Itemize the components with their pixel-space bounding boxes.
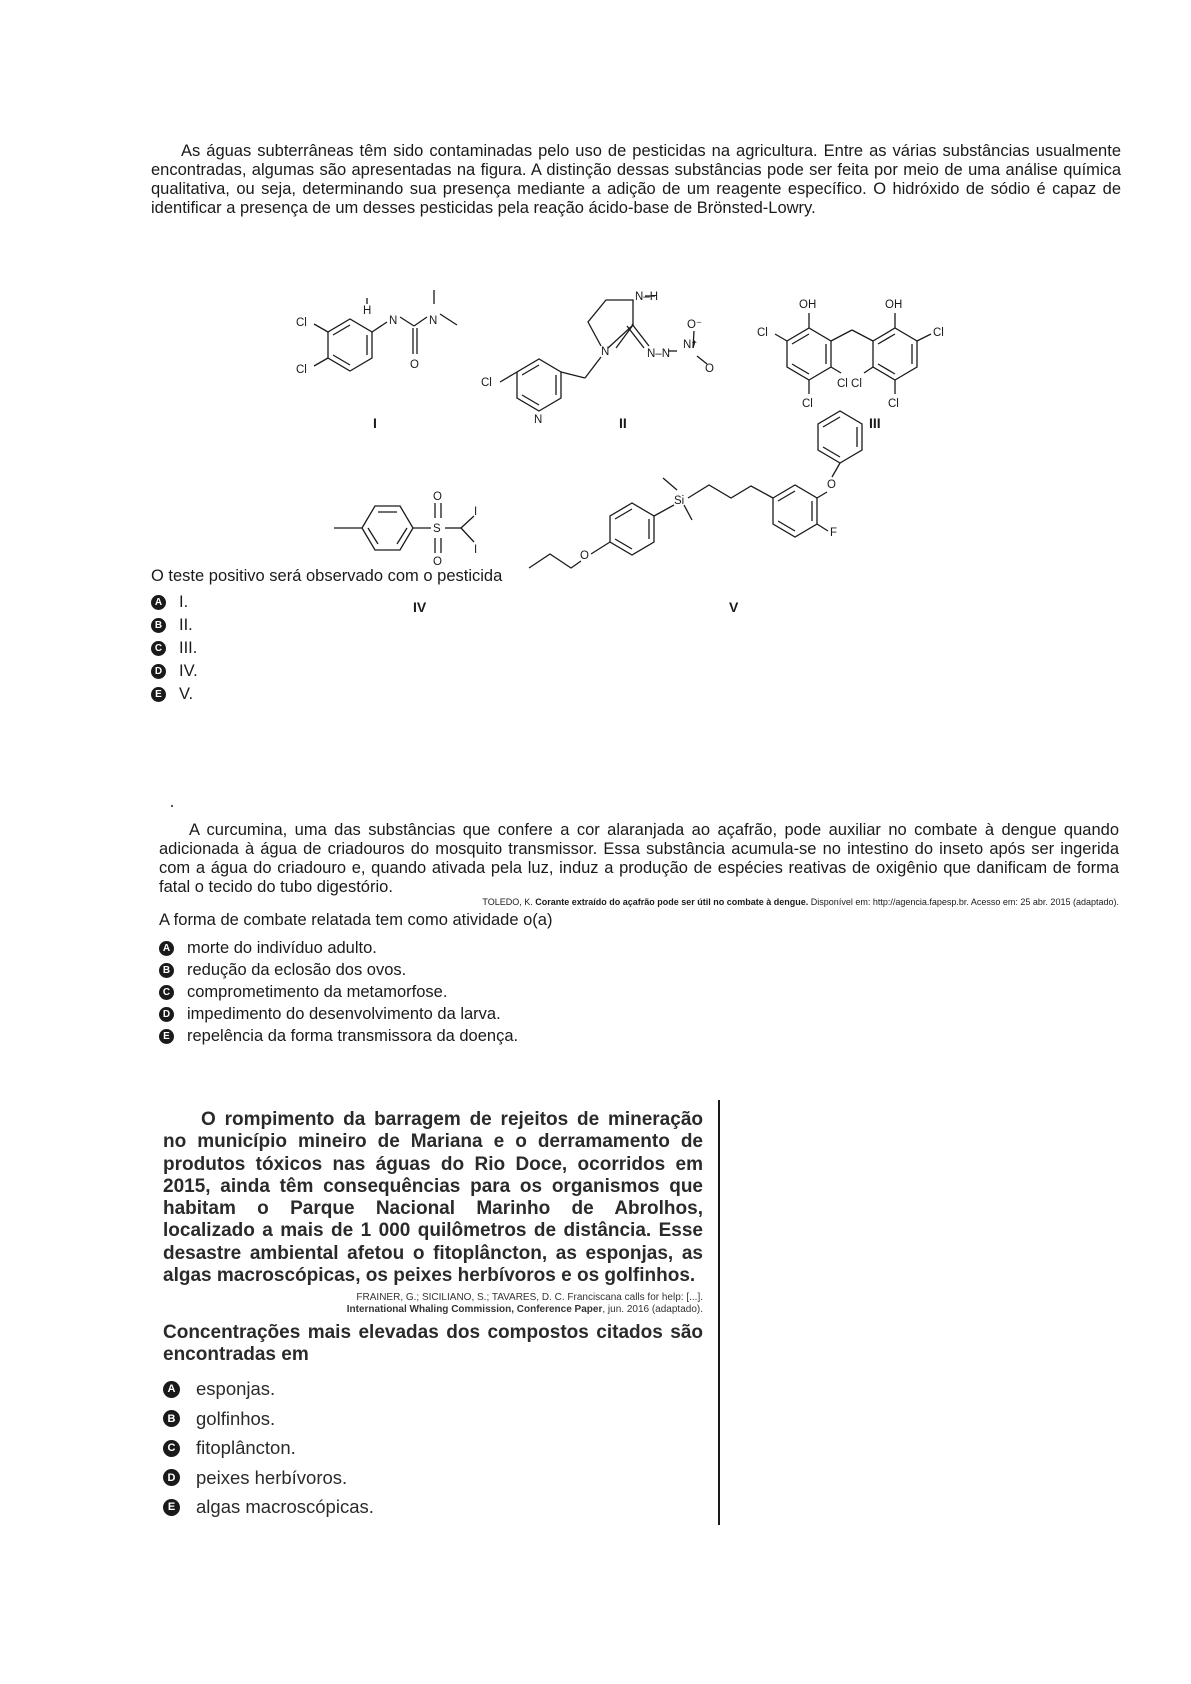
molecule-v-structure xyxy=(529,411,862,568)
atom-label-oh: OH xyxy=(885,299,903,311)
reference-title: Corante extraído do açafrão pode ser útil no combate à dengue. xyxy=(535,897,809,907)
option-text: fitoplâncton. xyxy=(196,1437,296,1459)
option-letter-badge: D xyxy=(163,1469,180,1486)
option-letter-badge: C xyxy=(159,985,174,1000)
option-d[interactable] xyxy=(163,1463,703,1493)
atom-label-o: O xyxy=(705,363,714,375)
atom-label-i: I xyxy=(474,544,478,556)
source-reference xyxy=(163,1292,703,1316)
option-letter-badge: C xyxy=(163,1440,180,1457)
option-letter-badge: B xyxy=(151,618,166,633)
structure-label-ii: II xyxy=(619,415,627,431)
option-e[interactable] xyxy=(151,683,1121,706)
atom-label-h: H xyxy=(363,305,372,317)
option-a[interactable] xyxy=(159,937,1119,959)
molecule-iv-structure xyxy=(334,503,474,553)
atom-label-n: N xyxy=(429,315,438,327)
atom-label-n: N xyxy=(389,315,398,327)
question-curcumin-dengue xyxy=(159,821,1119,1047)
atom-label-o: O xyxy=(410,359,419,371)
reference-details: Disponível em: http://agencia.fapesp.br. Acesso em: 25 abr. 2015 (adaptado). xyxy=(808,897,1119,907)
option-letter-badge: B xyxy=(163,1410,180,1427)
question-text: As águas subterrâneas têm sido contaminadas pelo uso de pesticidas na agricultura. Entre as várias substâncias usualmente encontradas, algumas são apresentadas na figura. A distinção dessas substâncias pode ser feita por meio de uma análise química qualitativa, ou seja, determinando sua presença mediante a adição de um reagente específico. O hidróxido de sódio é capaz de identificar a presença de um desses pesticidas pela reação ácido-base de Brönsted-Lowry. xyxy=(151,142,1121,217)
option-letter-badge: B xyxy=(159,963,174,978)
reference-publication: International Whaling Commission, Conference Paper xyxy=(346,1304,603,1316)
option-letter-badge: E xyxy=(159,1029,174,1044)
atom-label-cl-cl: Cl Cl xyxy=(837,378,862,390)
structure-label-i: I xyxy=(373,415,377,431)
atom-label-o: O xyxy=(433,491,442,503)
option-d[interactable] xyxy=(159,1003,1119,1025)
option-text: morte do indivíduo adulto. xyxy=(187,938,377,957)
atom-label-f: F xyxy=(830,527,838,539)
reference-author: TOLEDO, K. xyxy=(482,897,536,907)
option-b[interactable] xyxy=(151,614,1121,637)
structure-label-iii: III xyxy=(869,415,881,431)
option-c[interactable] xyxy=(159,981,1119,1003)
atom-label-n: N xyxy=(534,414,543,426)
option-letter-badge: D xyxy=(159,1007,174,1022)
option-e[interactable] xyxy=(159,1025,1119,1047)
question-pesticides xyxy=(151,142,1121,706)
option-letter-badge: D xyxy=(151,664,166,679)
option-c[interactable] xyxy=(151,637,1121,660)
atom-label-cl: Cl xyxy=(296,317,307,329)
question-text: A curcumina, uma das substâncias que confere a cor alaranjada ao açafrão, pode auxiliar no combate à dengue quando adicionada à água de criadouros do mosquito transmissor. Essa substância acumula-se no intestino do inseto após ser ingerida com a água do criadouro e, quando ativada pela luz, induz a produção de espécies reativas de oxigênio que danificam de forma fatal o tecido do tubo digestório. xyxy=(159,821,1119,896)
reference-details: , jun. 2016 (adaptado). xyxy=(602,1304,703,1316)
question-stem: Concentrações mais elevadas dos compostos citados são encontradas em xyxy=(163,1322,703,1366)
answer-options xyxy=(163,1374,703,1522)
option-text: esponjas. xyxy=(196,1378,276,1400)
option-text: peixes herbívoros. xyxy=(196,1466,348,1488)
question-text: O rompimento da barragem de rejeitos de mineração no município mineiro de Mariana e o derramamento de produtos tóxicos nas águas do Rio Doce, ocorridos em 2015, ainda têm consequências para os organismos que habitam o Parque Nacional Marinho de Abrolhos, localizado a mais de 1 000 quilômetros de distância. Esse desastre ambiental afetou o fitoplâncton, as esponjas, as algas macroscópicas, os peixes herbívoros e os golfinhos. xyxy=(163,1109,703,1287)
atom-label-cl: Cl xyxy=(888,398,899,410)
option-text: comprometimento da metamorfose. xyxy=(187,982,448,1001)
atom-label-s: S xyxy=(433,523,441,535)
option-letter-badge: C xyxy=(151,641,166,656)
question-stem: A forma de combate relatada tem como atividade o(a) xyxy=(159,911,553,929)
option-e[interactable] xyxy=(163,1492,703,1522)
option-b[interactable] xyxy=(163,1404,703,1434)
option-text: II. xyxy=(179,616,193,634)
option-text: V. xyxy=(179,685,194,703)
atom-label-o: O xyxy=(827,479,836,491)
atom-label-o: O xyxy=(433,556,442,568)
option-a[interactable] xyxy=(151,591,1121,614)
atom-label-cl: Cl xyxy=(757,327,768,339)
option-text: redução da eclosão dos ovos. xyxy=(187,960,407,979)
structure-label-iv: IV xyxy=(413,599,427,615)
stray-dot xyxy=(171,805,173,807)
atom-label-n: N xyxy=(601,346,610,358)
option-b[interactable] xyxy=(159,959,1119,981)
option-letter-badge: E xyxy=(151,687,166,702)
atom-label-n-plus: N⁺ xyxy=(683,339,698,351)
column-divider xyxy=(718,1100,720,1525)
question-mariana-dam xyxy=(163,1109,703,1522)
option-letter-badge: A xyxy=(163,1381,180,1398)
answer-options xyxy=(159,937,1119,1047)
atom-label-i: I xyxy=(474,506,478,518)
option-letter-badge: E xyxy=(163,1499,180,1516)
atom-label-si: Si xyxy=(674,495,685,507)
structure-label-v: V xyxy=(729,599,739,615)
answer-options xyxy=(151,591,1121,706)
option-a[interactable] xyxy=(163,1374,703,1404)
molecule-i-structure xyxy=(314,290,457,371)
question-stem: O teste positivo será observado com o pesticida xyxy=(151,567,503,585)
option-letter-badge: A xyxy=(159,941,174,956)
option-letter-badge: A xyxy=(151,595,166,610)
atom-label-o-minus: O⁻ xyxy=(687,319,703,331)
atom-label-cl: Cl xyxy=(802,398,813,410)
option-text: I. xyxy=(179,593,189,611)
atom-label-cl: Cl xyxy=(296,364,307,376)
option-text: repelência da forma transmissora da doença. xyxy=(187,1026,519,1045)
source-reference xyxy=(159,897,1119,908)
option-text: algas macroscópicas. xyxy=(196,1496,374,1518)
atom-label-oh: OH xyxy=(799,299,817,311)
atom-label-cl: Cl xyxy=(933,327,944,339)
atom-label-nn: N–N xyxy=(647,348,671,360)
atom-label-o: O xyxy=(580,550,589,562)
option-text: golfinhos. xyxy=(196,1407,276,1429)
option-text: III. xyxy=(179,639,198,657)
option-text: IV. xyxy=(179,662,198,680)
reference-authors: FRAINER, G.; SICILIANO, S.; TAVARES, D. C. Franciscana calls for help: [...]. xyxy=(356,1292,703,1304)
atom-label-cl: Cl xyxy=(481,377,492,389)
option-text: impedimento do desenvolvimento da larva. xyxy=(187,1004,501,1023)
option-c[interactable] xyxy=(163,1433,703,1463)
option-d[interactable] xyxy=(151,660,1121,683)
atom-label-nh: N–H xyxy=(635,291,659,303)
